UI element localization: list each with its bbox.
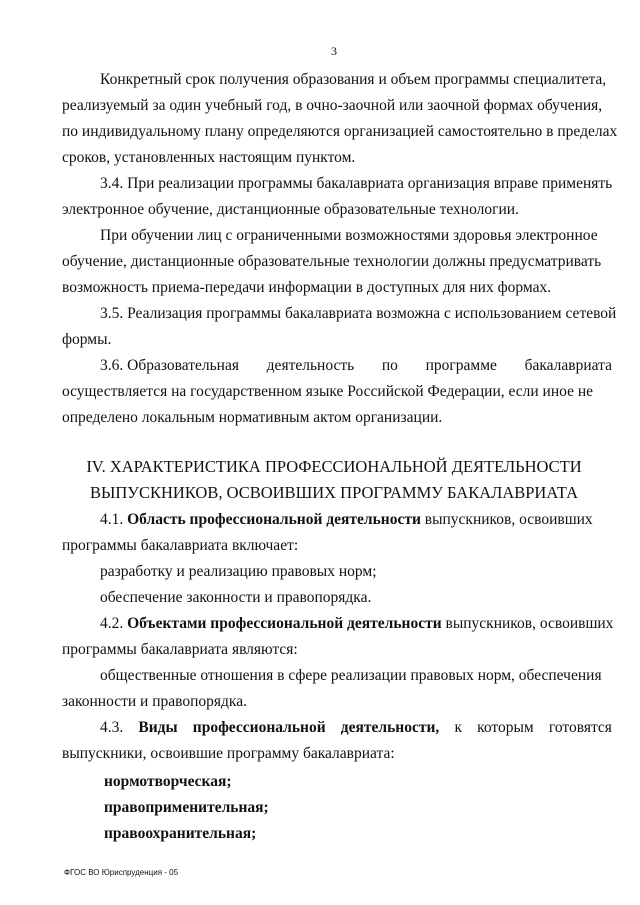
- para-3-6-word: по: [381, 357, 398, 374]
- para-4-3-word: 4.3.: [100, 719, 124, 736]
- para-4-3-line-2: выпускники, освоившие программу бакалавриата:: [62, 745, 395, 762]
- para-3-4-line-1: 3.4. При реализации программы бакалавриата организация вправе применять: [100, 175, 613, 192]
- para-1-line-4: сроков, установленных настоящим пунктом.: [62, 149, 356, 166]
- para-4-1-line-2: программы бакалавриата включает:: [62, 537, 299, 554]
- para-4-3-word: Виды: [138, 719, 178, 736]
- para-3-6-word: бакалавриата: [524, 357, 612, 374]
- para-4-1-line-1: [100, 510, 593, 530]
- para-3-5-line-2: формы.: [62, 331, 112, 348]
- para-4-3-line-1: [100, 718, 612, 738]
- para-3-6-word: деятельность: [266, 357, 355, 374]
- para-disabled-line-1: При обучении лиц с ограниченными возможностями здоровья электронное: [100, 227, 598, 244]
- para-3-5-line-1: 3.5. Реализация программы бакалавриата возможна с использованием сетевой: [100, 305, 617, 322]
- para-3-6-word: программе: [425, 357, 497, 374]
- para-4-1-rest: выпускников, освоивших: [424, 511, 593, 528]
- para-4-3-word: профессиональной: [192, 719, 326, 736]
- section-heading-line-1: IV. ХАРАКТЕРИСТИКА ПРОФЕССИОНАЛЬНОЙ ДЕЯТЕЛЬНОСТИ: [86, 457, 582, 476]
- para-4-3-word: готовятся: [548, 719, 612, 736]
- para-disabled-line-2: обучение, дистанционные образовательные технологии должны предусматривать: [62, 253, 602, 270]
- para-4-2-item-line-1: общественные отношения в сфере реализации правовых норм, обеспечения: [100, 667, 602, 684]
- para-4-2-line-2: программы бакалавриата являются:: [62, 641, 298, 658]
- para-4-3-word: деятельности,: [340, 719, 440, 736]
- para-3-6-line-3: определено локальным нормативным актом организации.: [62, 409, 443, 426]
- para-4-1-number: 4.1.: [100, 511, 124, 528]
- footer-label: ФГОС ВО Юриспруденция - 05: [64, 868, 179, 877]
- para-1-line-2: реализуемый за один учебный год, в очно-заочной или заочной формах обучения,: [62, 97, 603, 114]
- para-4-1-bold-term: Область профессиональной деятельности: [127, 511, 421, 528]
- para-disabled-line-3: возможность приема-передачи информации в доступных для них формах.: [62, 279, 552, 296]
- para-3-4-line-2: электронное обучение, дистанционные образовательные технологии.: [62, 201, 519, 218]
- activity-type-item: правоприменительная;: [104, 799, 269, 816]
- para-4-2-line-1: [100, 614, 613, 634]
- activity-type-item: нормотворческая;: [104, 773, 232, 790]
- para-4-2-item-line-2: законности и правопорядка.: [62, 693, 247, 710]
- para-1-line-3: по индивидуальному плану определяются организацией самостоятельно в пределах: [62, 123, 618, 140]
- para-4-3-word: к: [454, 719, 462, 736]
- para-3-6-word: 3.6. Образовательная: [100, 357, 239, 374]
- para-4-3-word: которым: [477, 719, 534, 736]
- activity-type-item: правоохранительная;: [104, 825, 257, 842]
- para-4-2-number: 4.2.: [100, 615, 124, 632]
- para-4-2-rest: выпускников, освоивших: [445, 615, 614, 632]
- para-1-line-1: Конкретный срок получения образования и объем программы специалитета,: [100, 71, 607, 88]
- para-3-6-line-1: [100, 356, 612, 376]
- para-4-1-item: обеспечение законности и правопорядка.: [100, 589, 372, 606]
- para-4-1-item: разработку и реализацию правовых норм;: [100, 563, 377, 580]
- para-3-6-line-2: осуществляется на государственном языке Российской Федерации, если иное не: [62, 383, 594, 400]
- section-heading-line-2: ВЫПУСКНИКОВ, ОСВОИВШИХ ПРОГРАММУ БАКАЛАВРИАТА: [90, 483, 578, 502]
- page-number: 3: [331, 44, 337, 58]
- para-4-2-bold-term: Объектами профессиональной деятельности: [127, 615, 442, 632]
